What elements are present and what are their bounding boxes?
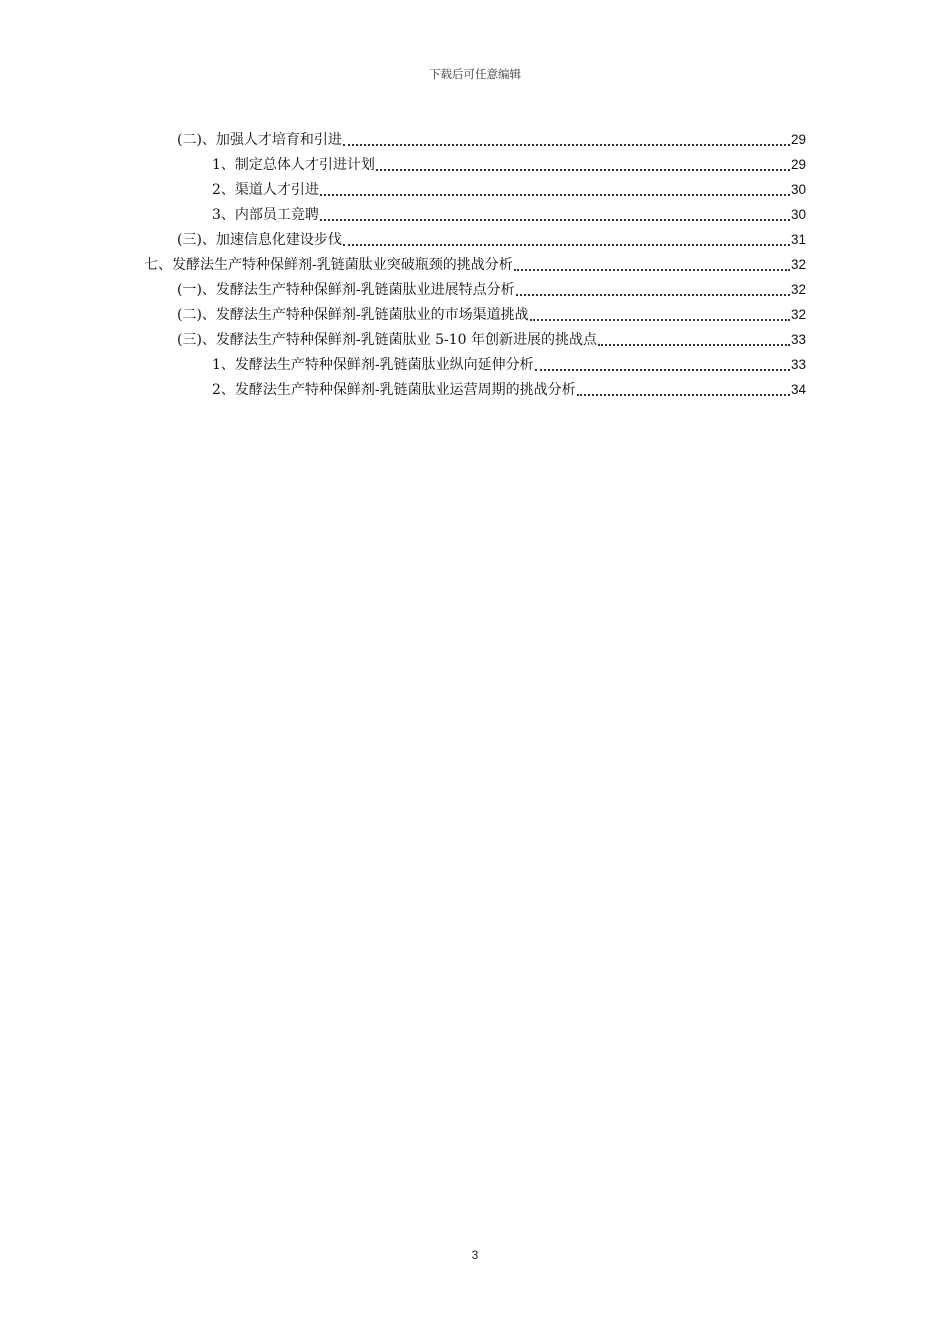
toc-entry-page: 29	[790, 157, 806, 172]
toc-entry-title: 2、渠道人才引进	[212, 182, 319, 198]
toc-entry[interactable]	[177, 127, 806, 149]
toc-leader	[320, 218, 790, 221]
toc-entry-page: 30	[790, 182, 806, 197]
toc-entry[interactable]	[212, 177, 806, 199]
toc-leader	[598, 343, 790, 346]
page-number: 3	[471, 1248, 479, 1262]
toc-entry-page: 32	[790, 282, 806, 297]
toc-entry-page: 33	[790, 357, 806, 372]
toc-leader	[530, 318, 790, 321]
toc-entry-title: 2、发酵法生产特种保鲜剂-乳链菌肽业运营周期的挑战分析	[212, 382, 576, 398]
toc-leader	[376, 168, 790, 171]
toc-leader	[343, 243, 790, 246]
toc-leader	[320, 193, 790, 196]
toc-entry-title: (二)、发酵法生产特种保鲜剂-乳链菌肽业的市场渠道挑战	[177, 307, 529, 323]
toc-entry-title: 七、发酵法生产特种保鲜剂-乳链菌肽业突破瓶颈的挑战分析	[144, 257, 513, 273]
toc-entry[interactable]	[212, 202, 806, 224]
toc-entry-page: 29	[790, 132, 806, 147]
page-header: 下载后可任意编辑	[429, 67, 521, 81]
toc-entry-page: 30	[790, 207, 806, 222]
toc-leader	[577, 393, 790, 396]
toc-entry-title: (二)、加强人才培育和引进	[177, 132, 342, 148]
toc-entry[interactable]	[212, 352, 806, 374]
toc-entry[interactable]	[177, 302, 806, 324]
toc-entry-title: 3、内部员工竞聘	[212, 207, 319, 223]
toc-entry-page: 31	[790, 232, 806, 247]
toc-entry[interactable]	[177, 227, 806, 249]
toc-leader	[514, 268, 790, 271]
toc-entry-page: 32	[790, 257, 806, 272]
toc-entry-title: (三)、发酵法生产特种保鲜剂-乳链菌肽业 5-10 年创新进展的挑战点	[177, 332, 598, 348]
toc-leader	[516, 293, 790, 296]
toc-entry-page: 33	[790, 332, 806, 347]
toc-entry-title: (一)、发酵法生产特种保鲜剂-乳链菌肽业进展特点分析	[177, 282, 515, 298]
toc-entry[interactable]	[144, 252, 806, 274]
toc-entry-title: 1、制定总体人才引进计划	[212, 157, 375, 173]
toc-entry-page: 32	[790, 307, 806, 322]
toc-entry[interactable]	[177, 277, 806, 299]
toc-leader	[343, 143, 790, 146]
toc-entry-title: (三)、加速信息化建设步伐	[177, 232, 342, 248]
toc-entry-title: 1、发酵法生产特种保鲜剂-乳链菌肽业纵向延伸分析	[212, 357, 534, 373]
toc-leader	[535, 368, 790, 371]
toc-entry-page: 34	[790, 382, 806, 397]
toc-entry[interactable]	[212, 152, 806, 174]
toc-entry[interactable]	[177, 327, 806, 349]
toc-entry[interactable]	[212, 377, 806, 399]
